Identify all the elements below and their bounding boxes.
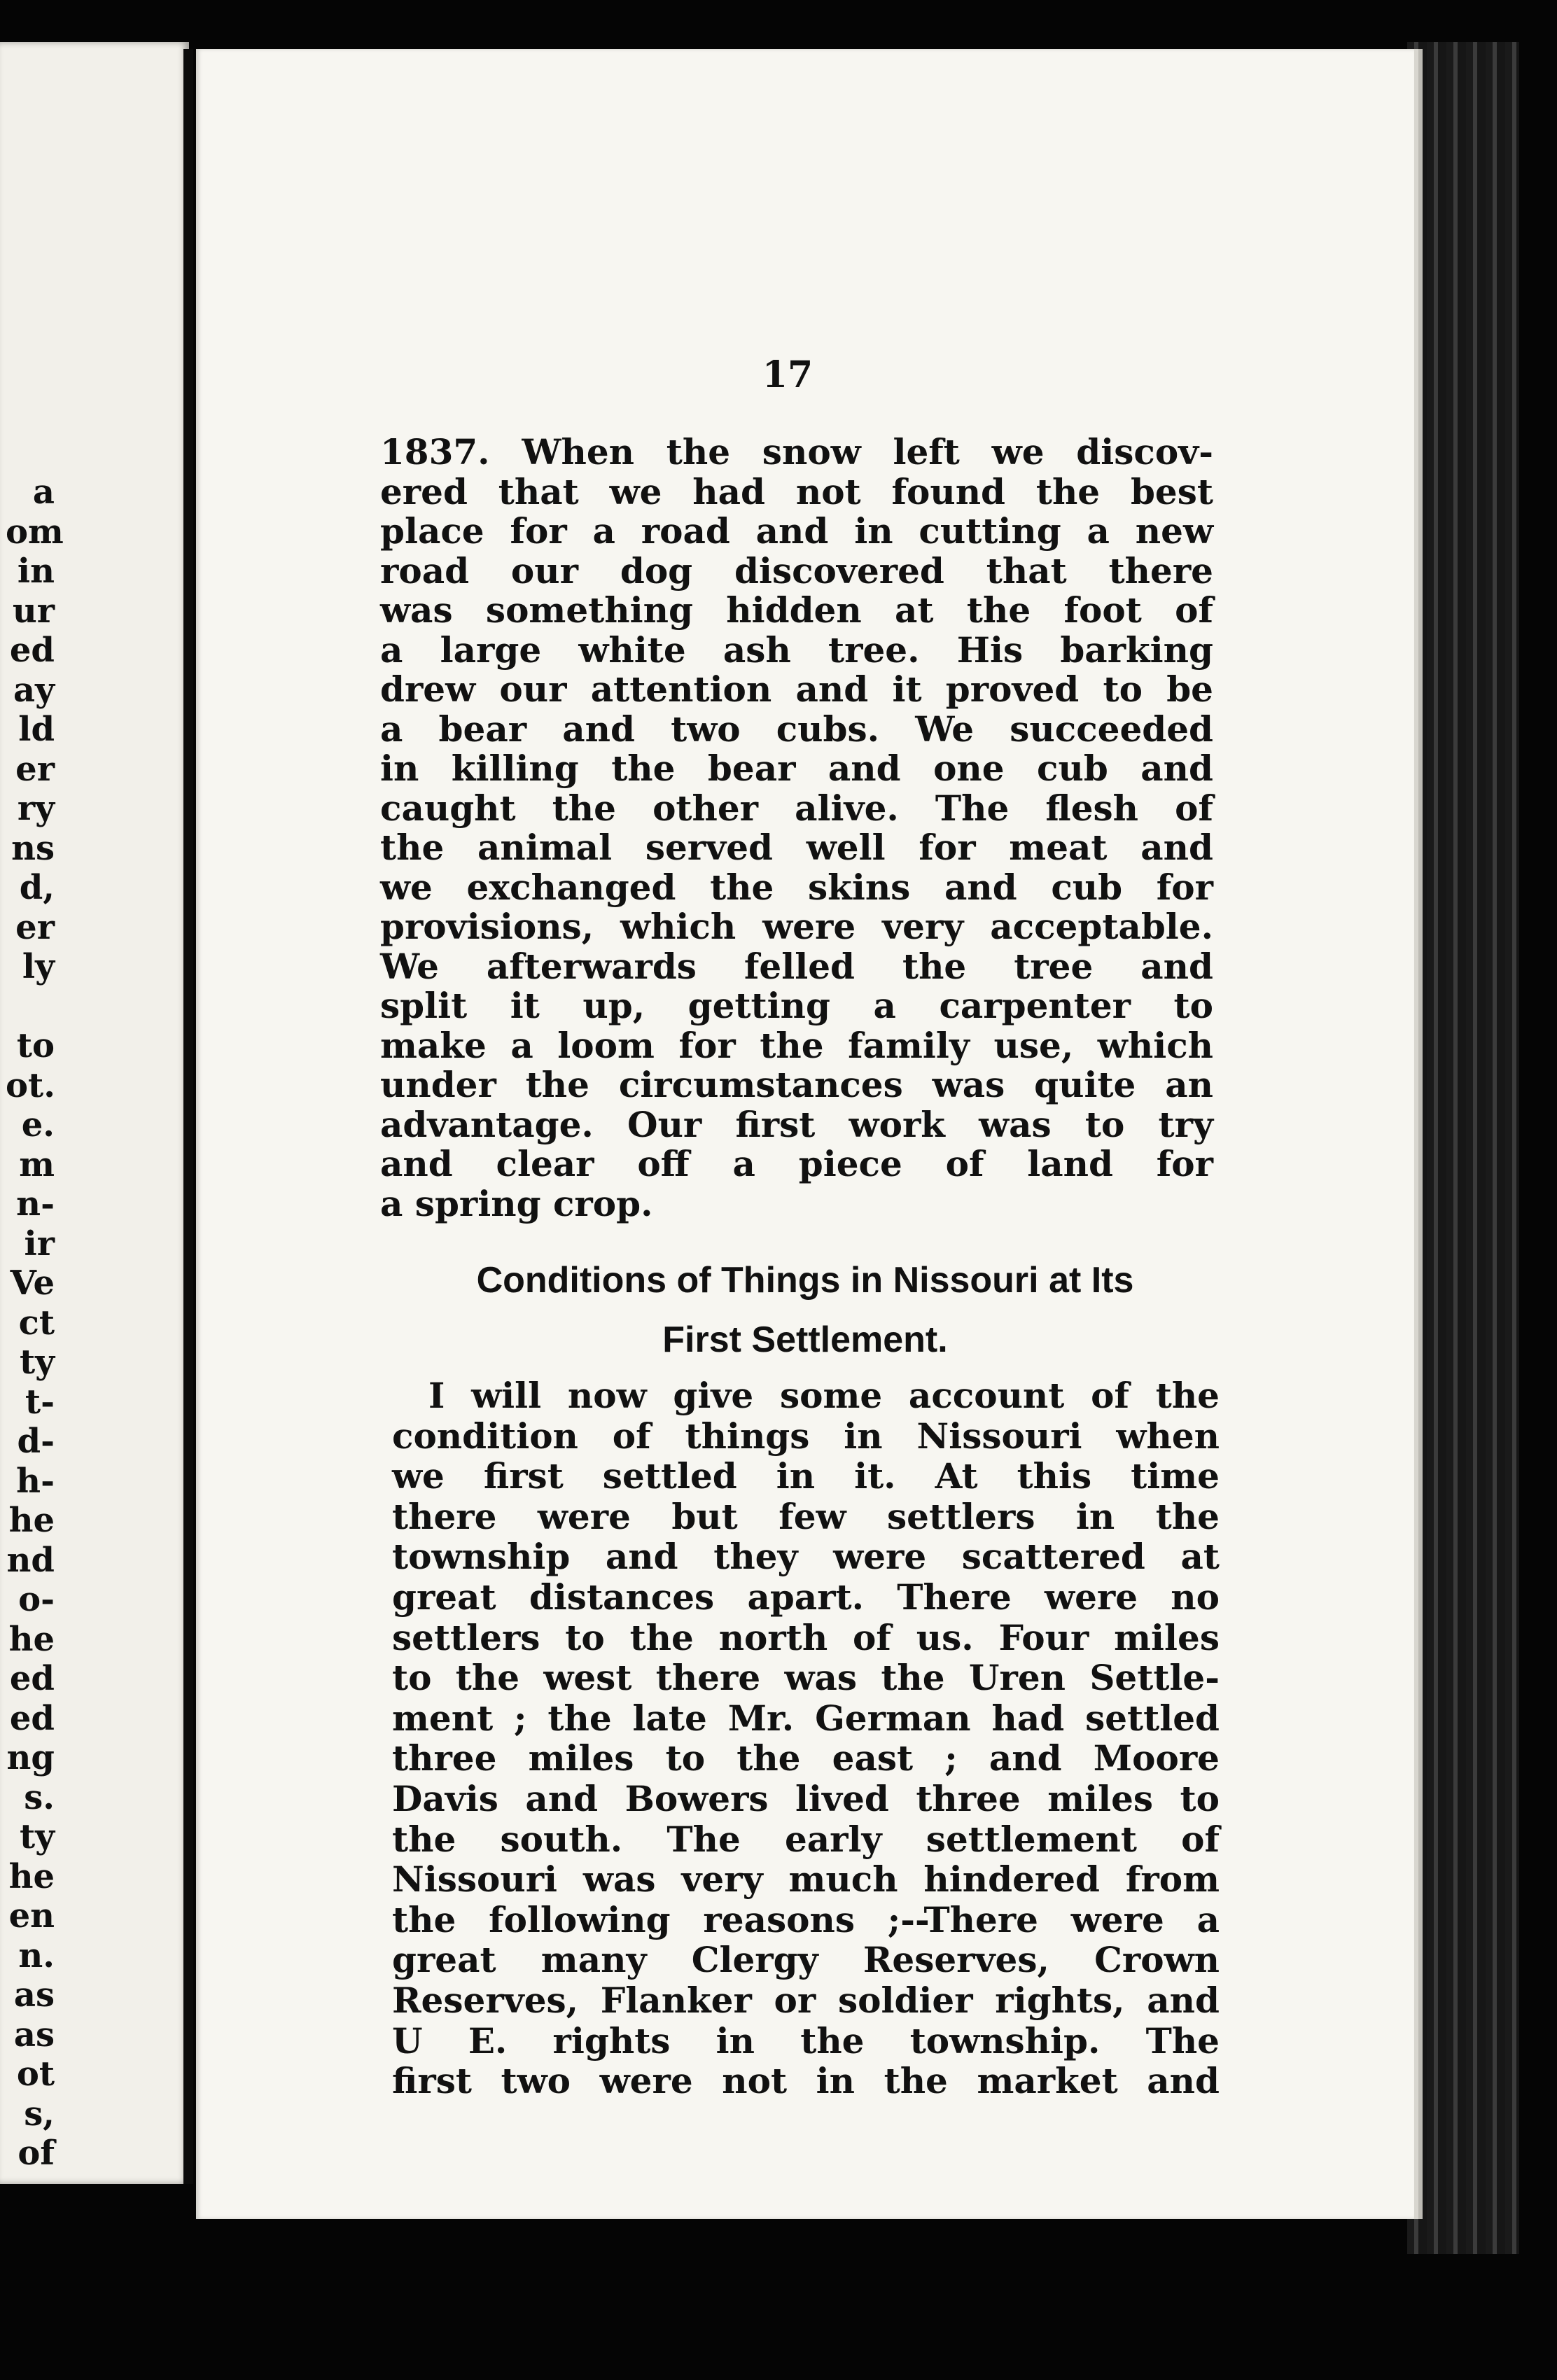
left-fragment: ld [18, 710, 55, 749]
left-fragment: ay [13, 670, 55, 710]
left-fragment: e. [21, 1105, 55, 1144]
text-line: we first settled in it. At this time [392, 1455, 1220, 1497]
text-line: the south. The early settlement of [392, 1818, 1220, 1860]
text-line: to the west there was the Uren Settle- [392, 1657, 1220, 1699]
text-line: provisions, which were very acceptable. [380, 906, 1213, 947]
left-fragment: he [8, 1619, 55, 1659]
text-line: was something hidden at the foot of [380, 589, 1213, 631]
left-fragment: ty [19, 1817, 55, 1856]
left-page [0, 42, 189, 2184]
text-line: Davis and Bowers lived three miles to [392, 1777, 1220, 1819]
text-line: under the circumstances was quite an [380, 1064, 1213, 1105]
text-line: a bear and two cubs. We succeeded [380, 708, 1213, 750]
left-fragment: n- [16, 1184, 55, 1224]
left-fragment: ur [12, 591, 55, 631]
left-fragment: ct [18, 1303, 55, 1343]
text-line: advantage. Our first work was to try [380, 1103, 1213, 1145]
left-page-text-fragments [6, 472, 64, 2174]
text-line: a large white ash tree. His barking [380, 629, 1213, 671]
left-fragment [6, 987, 55, 1027]
left-fragment: Ve [10, 1264, 55, 1303]
left-fragment: as [13, 1975, 55, 2015]
text-line: the following reasons ;--There were a [392, 1898, 1220, 1940]
left-fragment: ng [6, 1738, 55, 1777]
text-line: three miles to the east ; and Moore [392, 1737, 1220, 1779]
text-line: township and they were scattered at [392, 1536, 1220, 1578]
left-fragment: m [19, 1144, 55, 1184]
left-fragment: om [6, 512, 64, 552]
left-fragment: n. [18, 1935, 55, 1975]
left-fragment: ir [24, 1224, 55, 1264]
text-line: great many Clergy Reserves, Crown [392, 1939, 1220, 1981]
left-fragment: t- [25, 1382, 55, 1422]
text-line: ment ; the late Mr. German had settled [392, 1697, 1220, 1739]
text-line: make a loom for the family use, which [380, 1024, 1213, 1066]
left-fragment: a [32, 472, 55, 512]
book-spine [183, 49, 193, 2184]
text-line: great distances apart. There were no [392, 1576, 1220, 1618]
text-line: 1837. When the snow left we discov- [380, 431, 1213, 472]
left-fragment: of [18, 2134, 55, 2173]
left-fragment: s, [24, 2094, 55, 2134]
left-fragment: as [13, 2015, 55, 2054]
text-line: condition of things in Nissouri when [392, 1415, 1220, 1457]
section-heading-line-2: First Settlement. [662, 1320, 948, 1360]
text-line: Reserves, Flanker or soldier rights, and [392, 1979, 1220, 2021]
text-line: I will now give some account of the [428, 1375, 1220, 1416]
left-fragment: d- [17, 1422, 55, 1461]
text-line: place for a road and in cutting a new [380, 510, 1213, 552]
text-line: we exchanged the skins and cub for [380, 866, 1213, 908]
text-line: Nissouri was very much hindered from [392, 1858, 1220, 1900]
left-fragment: nd [6, 1540, 55, 1580]
left-fragment: he [8, 1501, 55, 1540]
text-line: ered that we had not found the best [380, 470, 1213, 512]
left-fragment: er [15, 907, 55, 947]
left-fragment: en [8, 1896, 55, 1935]
left-fragment: h- [16, 1461, 55, 1501]
left-fragment: ot. [6, 1065, 55, 1105]
text-line: and clear off a piece of land for [380, 1143, 1213, 1184]
left-fragment: ot [16, 2054, 55, 2094]
paragraph-2 [392, 1376, 1220, 2101]
text-line: settlers to the north of us. Four miles [392, 1616, 1220, 1658]
text-line: We afterwards felled the tree and [380, 945, 1213, 987]
text-line: a spring crop. [380, 1182, 653, 1224]
page-number: 17 [762, 354, 814, 396]
text-line: road our dog discovered that there [380, 550, 1213, 592]
section-heading-line-1: Conditions of Things in Nissouri at Its [476, 1260, 1134, 1301]
text-line: first two were not in the market and [392, 2060, 1220, 2102]
left-fragment: ly [22, 947, 55, 986]
text-line: in killing the bear and one cub and [380, 748, 1213, 789]
text-line: caught the other alive. The flesh of [380, 787, 1213, 829]
left-fragment: ed [9, 631, 55, 670]
text-line: U E. rights in the township. The [392, 2019, 1220, 2062]
paragraph-1 [380, 433, 1213, 1224]
text-line: there were but few settlers in the [392, 1495, 1220, 1537]
text-line: split it up, getting a carpenter to [380, 985, 1213, 1026]
left-fragment: ry [17, 789, 55, 828]
left-fragment: d, [19, 868, 55, 907]
left-fragment: ed [9, 1698, 55, 1738]
page-edges [1407, 42, 1519, 2254]
left-fragment: to [16, 1026, 55, 1065]
text-line: drew our attention and it proved to be [380, 668, 1213, 710]
left-fragment: he [8, 1856, 55, 1896]
left-fragment: o- [18, 1580, 55, 1619]
left-fragment: ty [19, 1343, 55, 1382]
left-fragment: s. [24, 1777, 55, 1817]
left-fragment: in [17, 552, 55, 591]
left-fragment: er [15, 749, 55, 789]
text-line: the animal served well for meat and [380, 827, 1213, 868]
left-fragment: ed [9, 1659, 55, 1698]
left-fragment: ns [11, 828, 55, 868]
